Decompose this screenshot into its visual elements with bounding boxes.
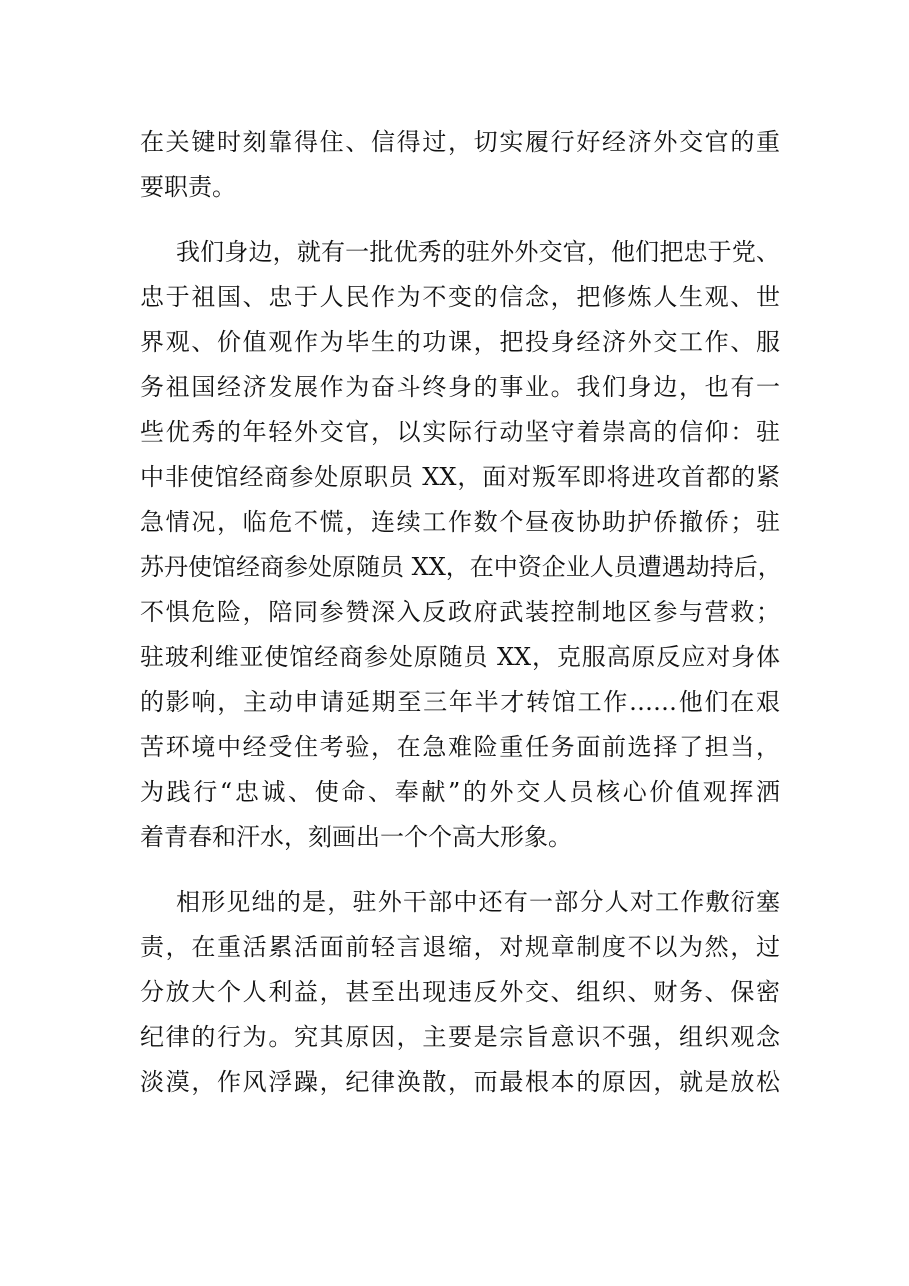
text-line: 着青春和汗水，刻画出一个个高大形象。 <box>140 823 572 851</box>
document-body <box>140 120 780 1105</box>
text-line: 责，在重活累活面前轻言退缩，对规章制度不以为然，过 <box>140 933 780 961</box>
text-line: 不惧危险，陪同参赞深入反政府武装控制地区参与营救； <box>140 598 780 626</box>
paragraph <box>140 880 780 1105</box>
text-line: 为践行“忠诚、使命、奉献”的外交人员核心价值观挥洒 <box>140 778 780 806</box>
text-line: 些优秀的年轻外交官，以实际行动坚守着崇高的信仰：驻 <box>140 418 780 446</box>
text-line: 分放大个人利益，甚至出现违反外交、组织、财务、保密 <box>140 978 780 1006</box>
text-line: 纪律的行为。究其原因，主要是宗旨意识不强，组织观念 <box>140 1023 780 1051</box>
text-line: 在关键时刻靠得住、信得过，切实履行好经济外交官的重 <box>140 128 780 156</box>
text-line: 务祖国经济发展作为奋斗终身的事业。我们身边，也有一 <box>140 373 780 401</box>
text-line: 忠于祖国、忠于人民作为不变的信念，把修炼人生观、世 <box>140 283 780 311</box>
text-line: 的影响，主动申请延期至三年半才转馆工作……他们在艰 <box>140 688 780 716</box>
text-line: 中非使馆经商参处原职员 XX，面对叛军即将进攻首都的紧 <box>140 463 780 491</box>
text-line: 苦环境中经受住考验，在急难险重任务面前选择了担当， <box>140 733 780 761</box>
text-line: 急情况，临危不慌，连续工作数个昼夜协助护侨撤侨；驻 <box>140 508 780 536</box>
text-line: 淡漠，作风浮躁，纪律涣散，而最根本的原因，就是放松 <box>140 1068 780 1096</box>
paragraph <box>140 120 780 210</box>
text-line: 界观、价值观作为毕生的功课，把投身经济外交工作、服 <box>140 328 780 356</box>
text-line: 苏丹使馆经商参处原随员 XX，在中资企业人员遭遇劫持后， <box>140 553 782 581</box>
text-line: 驻玻利维亚使馆经商参处原随员 XX，克服高原反应对身体 <box>140 643 780 671</box>
text-line: 我们身边，就有一批优秀的驻外外交官，他们把忠于党、 <box>176 238 780 266</box>
text-line: 要职责。 <box>140 173 236 201</box>
paragraph <box>140 230 780 860</box>
text-line: 相形见绌的是，驻外干部中还有一部分人对工作敷衍塞 <box>176 888 780 916</box>
